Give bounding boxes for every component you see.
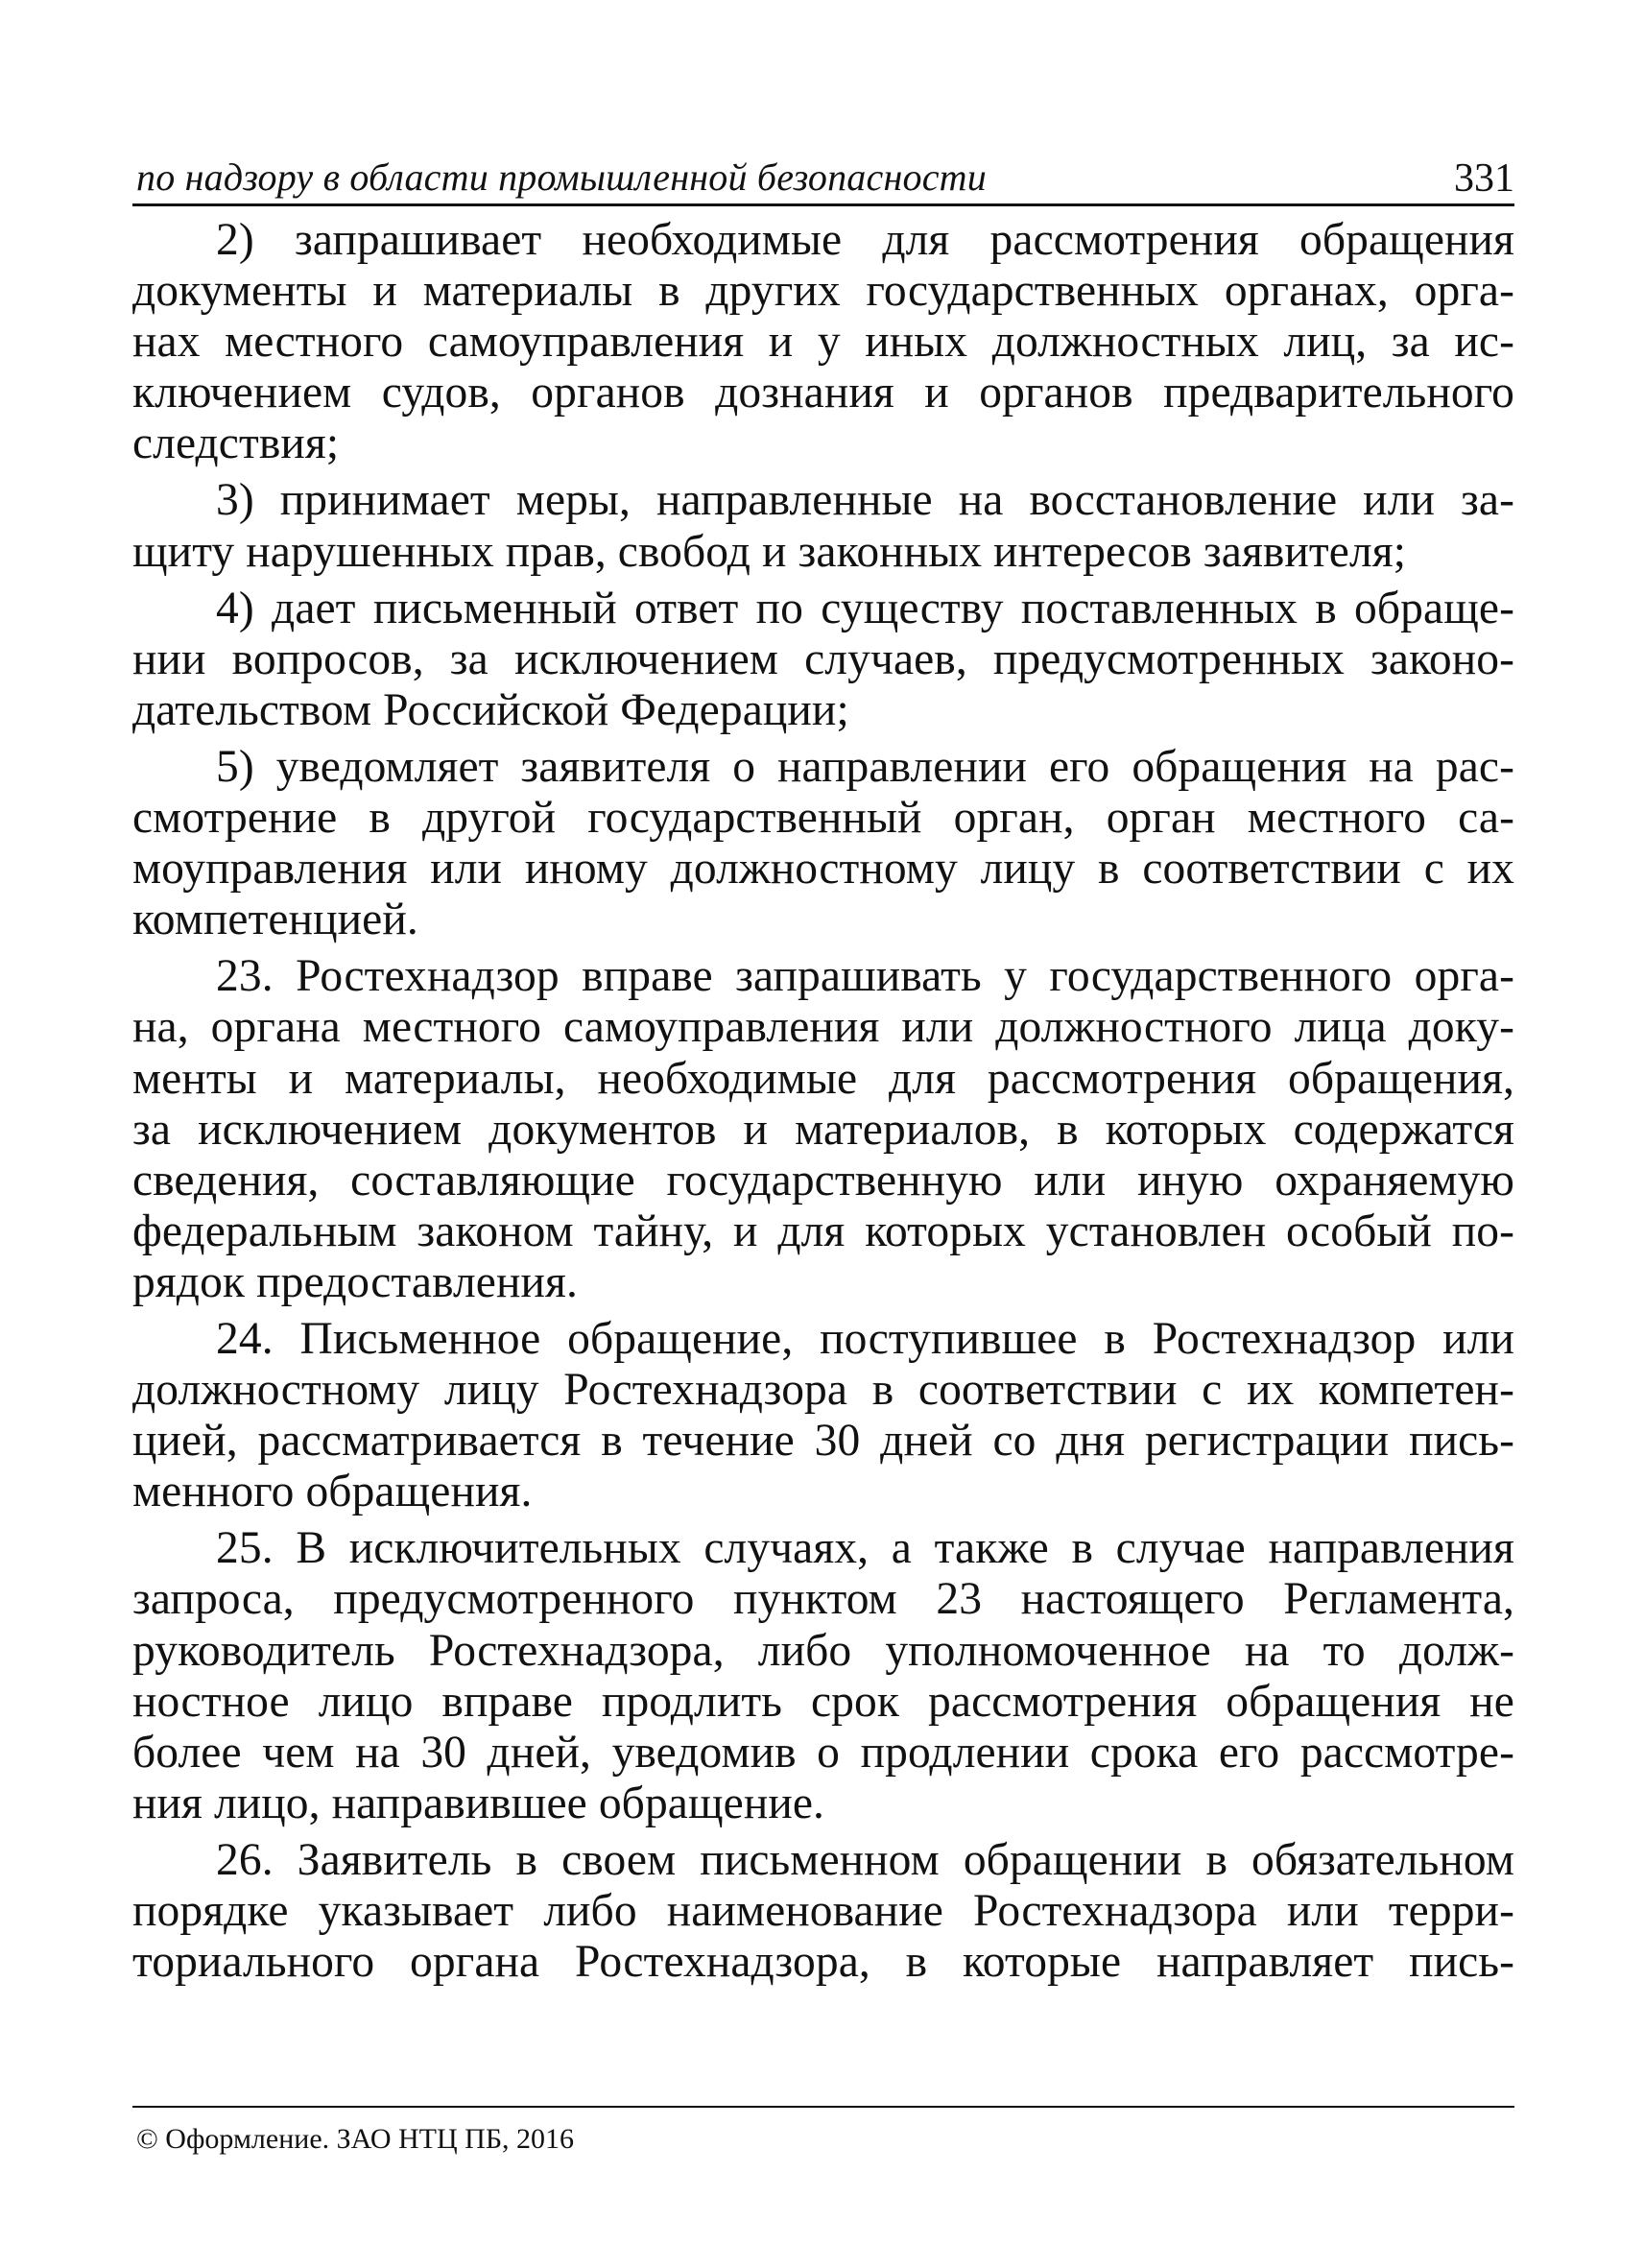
copyright-notice: © Оформление. ЗАО НТЦ ПБ, 2016: [136, 2123, 575, 2155]
text-line: запроса, предусмотренного пунктом 23 настоящего Регламента,: [132, 1574, 1514, 1625]
text-line: компетенцией.: [132, 895, 418, 945]
paragraph-clause-23: [132, 951, 1514, 1308]
text-line: 2) запрашивает необходимые для рассмотрения обращения: [216, 215, 1514, 265]
page-header: [132, 134, 1514, 206]
text-line: федеральным законом тайну, и для которых установлен особый по-: [132, 1206, 1514, 1256]
text-line: нии вопросов, за исключением случаев, предусмотренных законо-: [132, 633, 1514, 684]
text-line: моуправления или иному должностному лицу в соответствии с их: [132, 844, 1514, 895]
text-line: менного обращения.: [132, 1467, 533, 1517]
text-line: 23. Ростехнадзор вправе запрашивать у государственного орга-: [216, 951, 1514, 1002]
text-line: сведения, составляющие государственную или иную охраняемую: [132, 1155, 1514, 1206]
paragraph-item-2: [132, 215, 1514, 469]
paragraph-clause-26: [132, 1835, 1514, 1988]
paragraph-item-4: [132, 584, 1514, 736]
running-title: по надзору в области промышленной безопасности: [136, 155, 987, 199]
text-line: документы и материалы в других государственных органах, орга-: [132, 266, 1514, 317]
paragraph-item-5: [132, 742, 1514, 945]
text-line: более чем на 30 дней, уведомив о продлении срока его рассмотре-: [132, 1727, 1514, 1778]
text-line: ностное лицо вправе продлить срок рассмотрения обращения не: [132, 1676, 1514, 1727]
text-line: 24. Письменное обращение, поступившее в Ростехнадзор или: [216, 1313, 1514, 1364]
text-line: цией, рассматривается в течение 30 дней со дня регистрации пись-: [132, 1416, 1514, 1467]
paragraph-clause-24: [132, 1314, 1514, 1517]
body-text: [132, 215, 1514, 1988]
page-number: 331: [1454, 156, 1514, 201]
text-line: 5) уведомляет заявителя о направлении его обращения на рас-: [216, 741, 1514, 792]
text-line: порядке указывает либо наименование Ростехнадзора или терри-: [132, 1886, 1514, 1936]
text-line: ния лицо, направившее обращение.: [132, 1778, 825, 1828]
paragraph-item-3: [132, 475, 1514, 577]
text-line: за исключением документов и материалов, в которых содержатся: [132, 1104, 1514, 1155]
text-line: должностному лицу Ростехнадзора в соответствии с их компетен-: [132, 1365, 1514, 1416]
page-footer: [132, 2106, 1514, 2155]
text-line: ключением судов, органов дознания и органов предварительного: [132, 368, 1514, 418]
text-line: рядок предоставления.: [132, 1256, 578, 1307]
text-line: дательством Российской Федерации;: [132, 684, 849, 735]
text-line: ториального органа Ростехнадзора, в которые направляет пись-: [132, 1937, 1514, 1988]
text-line: 25. В исключительных случаях, а также в случае направления: [216, 1523, 1514, 1574]
text-line: щиту нарушенных прав, свобод и законных интересов заявителя;: [132, 526, 1407, 577]
paragraph-clause-25: [132, 1523, 1514, 1829]
text-line: 26. Заявитель в своем письменном обращении в обязательном: [216, 1834, 1514, 1885]
text-line: руководитель Ростехнадзора, либо уполномоченное на то долж-: [132, 1625, 1514, 1676]
text-line: менты и материалы, необходимые для рассмотрения обращения,: [132, 1053, 1514, 1104]
text-line: следствия;: [132, 418, 340, 469]
text-line: на, органа местного самоуправления или должностного лица доку-: [132, 1002, 1514, 1053]
text-line: 3) принимает меры, направленные на восстановление или за-: [216, 475, 1514, 526]
text-line: 4) дает письменный ответ по существу поставленных в обраще-: [216, 583, 1514, 633]
text-line: смотрение в другой государственный орган, орган местного са-: [132, 793, 1514, 844]
text-line: нах местного самоуправления и у иных должностных лиц, за ис-: [132, 317, 1514, 368]
